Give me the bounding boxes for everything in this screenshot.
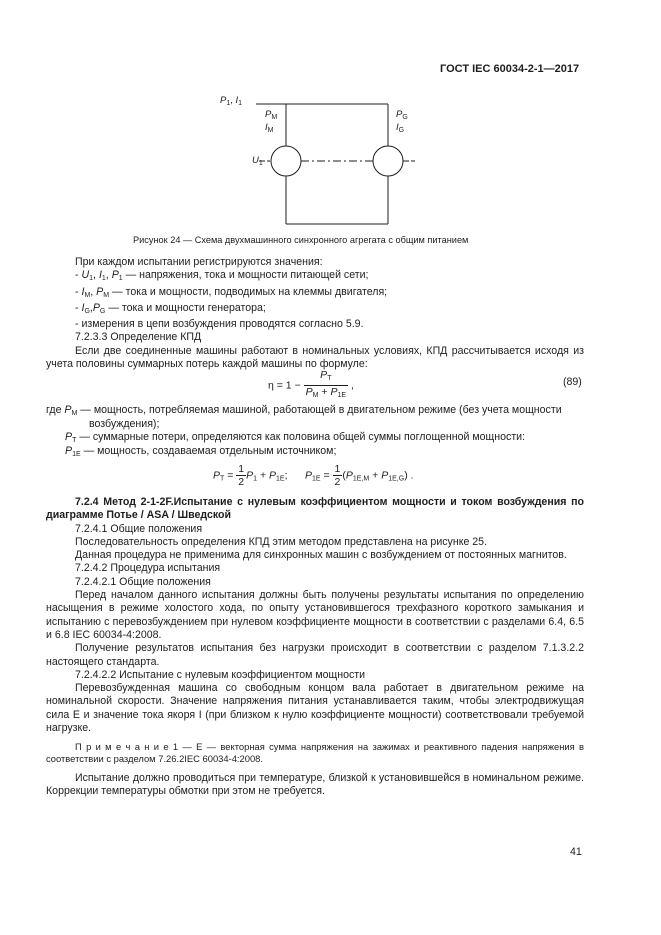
section-7-2-4-title: 7.2.4 Метод 2-1-2F.Испытание с нулевым коэффициентом мощности и током возбуждения по диаграмме Потье / ASA / Шведской (46, 496, 584, 522)
definition-p1e: $P_{1E}$ — мощность, создаваемая отдельным источником; (65, 445, 337, 458)
standard-header: ГОСТ IEC 60034-2-1—2017 (440, 63, 580, 75)
motor-circle (271, 146, 301, 176)
efficiency-fraction: $\frac{P_T}{P_M + P_{1E}}$ (305, 369, 347, 399)
label-u1: $U_1$ (252, 155, 263, 167)
label-pg: $P_G$ (396, 109, 408, 121)
note-1 (46, 741, 584, 765)
label-im: $I_M$ (265, 122, 274, 134)
final-paragraph: Испытание должно проводиться при температуре, близкой к установившейся в номинальном режиме. Коррекции температуры обмотки при этом не требуется. (46, 772, 584, 798)
list-item: - измерения в цепи возбуждения проводятся согласно 5.9. (75, 318, 364, 331)
paragraph: Данная процедура не применима для синхронных машин с возбуждением от постоянных магнитов. (75, 549, 567, 562)
label-ig: $I_G$ (396, 122, 405, 134)
list-item: - $I_M$, $P_M$ — тока и мощности, подводимых на клеммы двигателя; (75, 285, 388, 299)
definition-pt: $P_T$ — суммарные потери, определяются как половина общей суммы поглощенной мощности: (65, 431, 526, 444)
label-pm: $P_M$ (265, 109, 278, 121)
formula-89: η = 1 − $\frac{P_T}{P_M + P_{1E}}$ , (268, 369, 354, 402)
efficiency-paragraph: Если две соединенные машины работают в номинальных условиях, КПД рассчитывается исходя из учета половины суммарных потерь каждой машины по формуле: (46, 344, 584, 371)
paragraph: Перед началом данного испытания должны быть получены результаты испытания по определению насыщения в режиме холостого хода, по опыту установившегося трехфазного короткого замыкания и испытанию с перевозбуждением при нулевом коэффициенте мощности в соответствии с разделами 6.4, 6.5 и 6.8 IEC 60034-4:2008. (46, 589, 584, 641)
section-7-2-4-2-1: 7.2.4.2.1 Общие положения (75, 575, 211, 588)
section-7-2-4 (46, 496, 584, 735)
paragraph: Последовательность определения КПД этим методом представлена на рисунке 25. (75, 535, 488, 548)
figure-caption: Рисунок 24 — Схема двухмашинного синхронного агрегата с общим питанием (133, 235, 469, 245)
definition-pm-cont: возбуждения); (89, 418, 160, 430)
formula-pt-p1e: $P_T$ = $\frac{1}{2}$ $P_1 + P_{1E}$; $P_{1E}$ = $\frac{1}{2}$ $(P_{1E,M} + P_{1E,G})$ . (213, 463, 414, 488)
section-7-2-4-2-2: 7.2.4.2.2 Испытание с нулевым коэффициентом мощности (75, 668, 366, 681)
section-7-2-4-2: 7.2.4.2 Процедура испытания (75, 562, 221, 575)
label-p1-i1: $P_1$, $I_1$ (220, 95, 243, 107)
note-body: E — векторная сумма напряжения на зажимах и реактивного падения напряжения в соответствии с разделом 7.26.2IEC 60034-4:2008. (46, 741, 584, 764)
section-7-2-3-3: 7.2.3.3 Определение КПД (75, 331, 202, 344)
registration-list (46, 256, 584, 371)
definition-pm: где $P_M$ — мощность, потребляемая машиной, работающей в двигательном режиме (без учета мощности (46, 404, 562, 417)
paragraph: Получение результатов испытания без нагрузки происходит в соответствии с разделом 7.1.3.2.2 настоящего стандарта. (46, 642, 584, 668)
list-intro: При каждом испытании регистрируются значения: (75, 256, 323, 268)
generator-circle (373, 146, 403, 176)
note-label: П р и м е ч а н и е 1 — (75, 741, 192, 752)
page-number: 41 (570, 846, 582, 858)
section-7-2-4-1: 7.2.4.1 Общие положения (75, 522, 203, 535)
list-item: - $I_G,P_G$ — тока и мощности генератора; (75, 301, 266, 315)
paragraph: Перевозбужденная машина со свободным концом вала работает в двигательном режиме на номинальной скорости. Значение напряжения питания устанавливается таким, чтобы электродвижущая сила E и значение тока якоря I (при близком к нулю коэффициенте мощности) соответствовали требуемой нагрузке. (46, 682, 584, 735)
list-item: - $U_1$, $I_1$, $P_1$ — напряжения, тока и мощности питающей сети; (75, 269, 369, 283)
equation-number: (89) (563, 376, 582, 388)
